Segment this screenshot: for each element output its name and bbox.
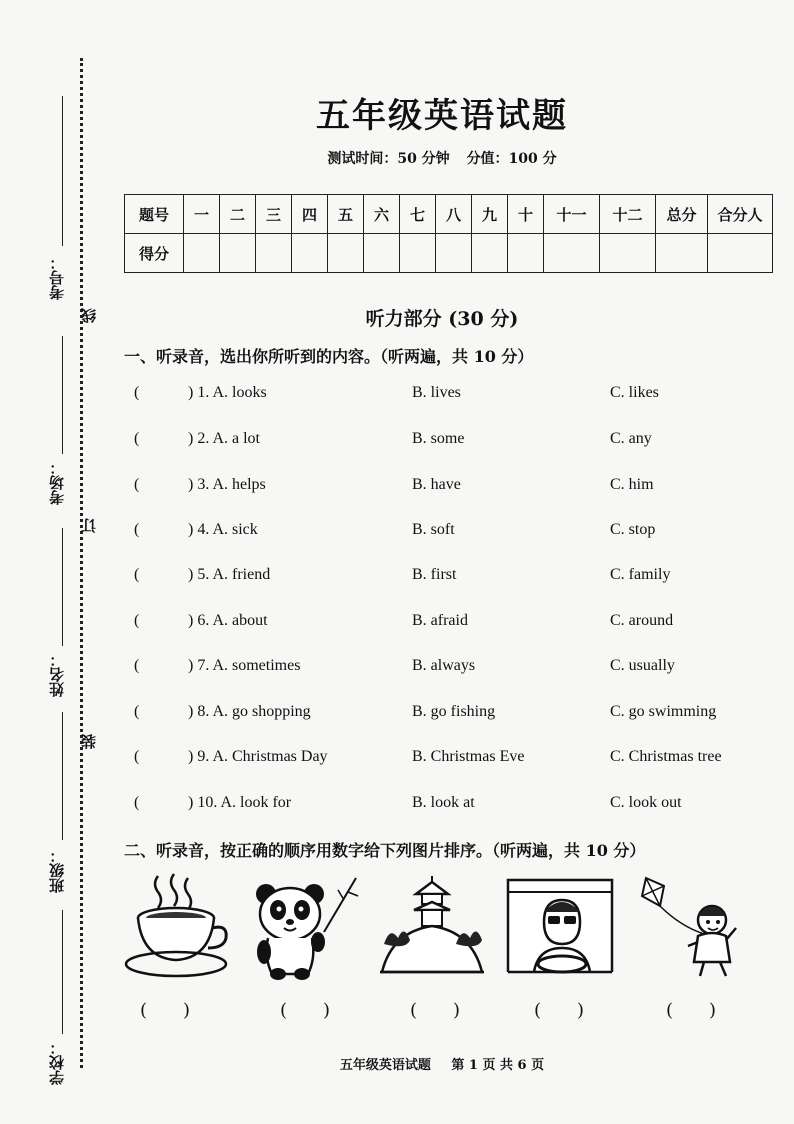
name-line	[62, 528, 63, 646]
question-number: ) 9.	[188, 748, 210, 765]
exam-room-line	[62, 336, 63, 454]
option-a: A. Christmas Day	[212, 748, 328, 765]
page-title: 五年级英语试题	[316, 96, 568, 136]
score-input-cell[interactable]	[184, 234, 220, 273]
question-number: ) 5.	[188, 566, 210, 583]
question-row	[134, 384, 774, 408]
option-a: A. go shopping	[212, 703, 311, 720]
footer-title: 五年级英语试题	[339, 1058, 431, 1073]
picture-answer-blank[interactable]: ( )	[280, 1000, 331, 1021]
score-input-cell[interactable]	[220, 234, 256, 273]
score-table-score-row	[125, 234, 773, 273]
question-number-and-a	[188, 794, 291, 812]
answer-blank[interactable]: (	[134, 794, 140, 811]
label-name: 姓名：	[48, 652, 66, 697]
option-b: B. have	[412, 476, 461, 493]
question-row	[134, 703, 774, 727]
kite-boy-picture	[632, 872, 744, 982]
question-number: ) 6.	[188, 612, 210, 629]
question-row	[134, 657, 774, 681]
score-table-header-row	[125, 195, 773, 234]
question-number-and-a	[188, 384, 267, 402]
option-c: C. usually	[610, 657, 675, 674]
score-input-cell[interactable]	[472, 234, 508, 273]
question-row	[134, 476, 774, 500]
score-cell: 三	[256, 195, 292, 234]
binding-word-staple: 订	[80, 518, 98, 533]
picture-answer-blank[interactable]: ( )	[140, 1000, 191, 1021]
option-c: C. him	[610, 476, 654, 493]
option-a: A. a lot	[212, 430, 260, 447]
question-number-and-a	[188, 521, 258, 539]
option-c: C. likes	[610, 384, 659, 401]
question-row	[134, 566, 774, 590]
score-cell: 十一	[544, 195, 600, 234]
question-row	[134, 794, 774, 818]
option-c: C. Christmas tree	[610, 748, 722, 765]
answer-blank[interactable]: (	[134, 430, 140, 447]
question-number-and-a	[188, 748, 328, 766]
score-cell: 得分	[125, 234, 184, 273]
question-number: ) 7.	[188, 657, 210, 674]
answer-blank[interactable]: (	[134, 703, 140, 720]
answer-blank[interactable]: (	[134, 566, 140, 583]
score-cell: 五	[328, 195, 364, 234]
question-number-and-a	[188, 476, 266, 494]
answer-blank[interactable]: (	[134, 657, 140, 674]
test-score: 分值：100 分	[466, 151, 557, 167]
listening-section-title: 听力部分 (30 分)	[365, 308, 519, 330]
page-footer	[0, 1054, 794, 1073]
score-cell: 六	[364, 195, 400, 234]
option-c: C. go swimming	[610, 703, 717, 720]
question-number-and-a	[188, 703, 311, 721]
label-class: 班级：	[48, 848, 66, 893]
answer-blank[interactable]: (	[134, 521, 140, 538]
score-input-cell[interactable]	[436, 234, 472, 273]
question-row	[134, 430, 774, 454]
option-b: B. always	[412, 657, 476, 674]
question-number-and-a	[188, 612, 268, 630]
option-b: B. soft	[412, 521, 455, 538]
score-cell: 二	[220, 195, 256, 234]
option-c: C. stop	[610, 521, 656, 538]
score-table	[124, 194, 773, 273]
label-exam-room: 考场：	[48, 460, 66, 505]
option-b: B. afraid	[412, 612, 468, 629]
score-cell: 四	[292, 195, 328, 234]
score-input-cell[interactable]	[708, 234, 773, 273]
option-b: B. first	[412, 566, 457, 583]
score-input-cell[interactable]	[400, 234, 436, 273]
binding-dotted-line	[80, 58, 83, 1068]
score-input-cell[interactable]	[656, 234, 708, 273]
score-cell: 合分人	[708, 195, 773, 234]
question-number-and-a	[188, 657, 300, 675]
question-row	[134, 612, 774, 636]
option-b: B. some	[412, 430, 465, 447]
question-number: ) 8.	[188, 703, 210, 720]
part1-heading: 一、听录音，选出你所听到的内容。（听两遍，共 10 分）	[124, 347, 534, 366]
option-b: B. Christmas Eve	[412, 748, 525, 765]
option-b: B. go fishing	[412, 703, 496, 720]
question-row	[134, 521, 774, 545]
answer-blank[interactable]: (	[134, 612, 140, 629]
option-a: A. about	[212, 612, 268, 629]
option-a: A. friend	[212, 566, 271, 583]
score-input-cell[interactable]	[256, 234, 292, 273]
option-a: A. sometimes	[212, 657, 301, 674]
option-a: A. look for	[220, 794, 292, 811]
question-number: ) 4.	[188, 521, 210, 538]
picture-answer-blank[interactable]: ( )	[666, 1000, 717, 1021]
score-cell: 十二	[600, 195, 656, 234]
question-number: ) 2.	[188, 430, 210, 447]
option-c: C. around	[610, 612, 674, 629]
class-line	[62, 712, 63, 840]
score-cell: 题号	[125, 195, 184, 234]
question-number: ) 3.	[188, 476, 210, 493]
binding-word-bind: 装	[80, 734, 98, 749]
question-row	[134, 748, 774, 772]
coffee-cup-picture	[124, 872, 236, 982]
score-input-cell[interactable]	[292, 234, 328, 273]
question-number: ) 1.	[188, 384, 210, 401]
score-input-cell[interactable]	[600, 234, 656, 273]
option-b: B. look at	[412, 794, 475, 811]
driver-picture	[504, 872, 616, 982]
footer-page-number: 第 1 页 共 6 页	[451, 1058, 545, 1073]
score-cell: 七	[400, 195, 436, 234]
score-cell: 八	[436, 195, 472, 234]
label-exam-number: 考号：	[48, 255, 66, 300]
test-info	[0, 148, 794, 168]
label-school: 学校：	[48, 1040, 66, 1085]
test-time: 测试时间：50 分钟	[327, 151, 450, 167]
option-c: C. family	[610, 566, 671, 583]
score-input-cell[interactable]	[508, 234, 544, 273]
score-cell: 九	[472, 195, 508, 234]
score-input-cell[interactable]	[364, 234, 400, 273]
score-input-cell[interactable]	[544, 234, 600, 273]
option-a: A. helps	[212, 476, 266, 493]
answer-blank[interactable]: (	[134, 748, 140, 765]
picture-answer-blank[interactable]: ( )	[410, 1000, 461, 1021]
binding-word-line: 线	[80, 308, 98, 323]
option-c: C. look out	[610, 794, 682, 811]
answer-blank[interactable]: (	[134, 476, 140, 493]
score-cell: 一	[184, 195, 220, 234]
question-number-and-a	[188, 566, 270, 584]
question-number-and-a	[188, 430, 260, 448]
panda-picture	[250, 872, 362, 982]
option-b: B. lives	[412, 384, 461, 401]
question-number: ) 10.	[188, 794, 218, 811]
score-cell: 总分	[656, 195, 708, 234]
answer-blank[interactable]: (	[134, 384, 140, 401]
option-a: A. sick	[212, 521, 258, 538]
pavilion-picture	[376, 872, 488, 982]
school-line	[62, 910, 63, 1034]
score-cell: 十	[508, 195, 544, 234]
option-a: A. looks	[212, 384, 267, 401]
option-c: C. any	[610, 430, 652, 447]
score-input-cell[interactable]	[328, 234, 364, 273]
picture-answer-blank[interactable]: ( )	[534, 1000, 585, 1021]
part2-heading: 二、听录音，按正确的顺序用数字给下列图片排序。（听两遍，共 10 分）	[124, 841, 646, 860]
